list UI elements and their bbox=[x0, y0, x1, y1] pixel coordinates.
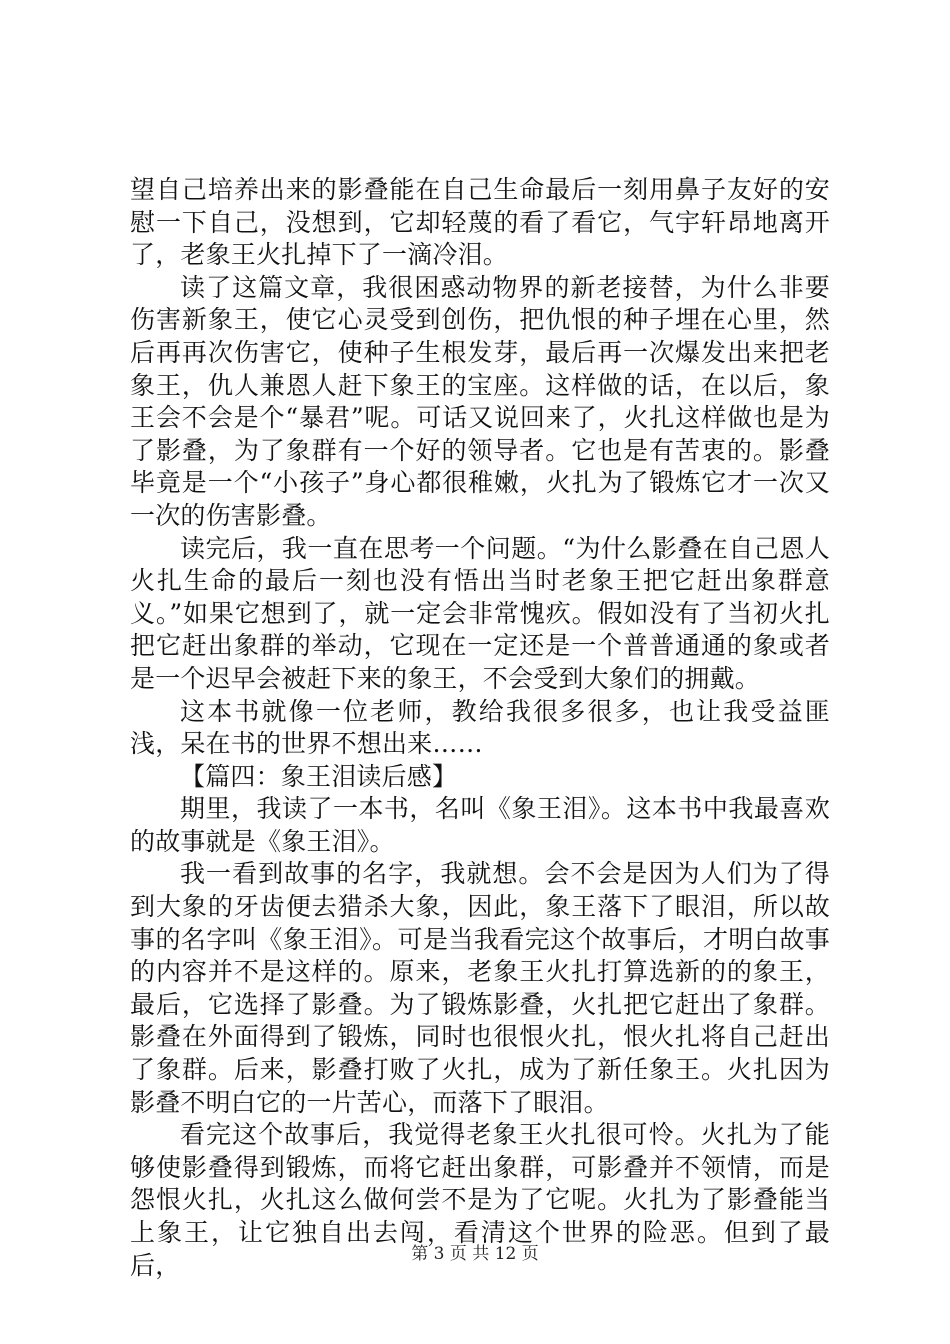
paragraph-2: 读了这篇文章，我很困惑动物界的新老接替，为什么非要伤害新象王，使它心灵受到创伤，把仇恨的种子埋在心里，然后再再次伤害它，使种子生根发芽，最后再一次爆发出来把老象王，仇人兼恩人赶下象王的宝座。这样做的话，在以后，象王会不会是个“暴君”呢。可话又说回来了，火扎这样做也是为了影叠，为了象群有一个好的领导者。它也是有苦衷的。影叠毕竟是一个“小孩子”身心都很稚嫩，火扎为了锻炼它才一次又一次的伤害影叠。 bbox=[130, 272, 830, 530]
page-number-footer: 第 3 页 共 12 页 bbox=[411, 1244, 539, 1264]
section-heading: 【篇四：象王泪读后感】 bbox=[180, 761, 458, 791]
paragraph-6: 我一看到故事的名字，我就想。会不会是因为人们为了得到大象的牙齿便去猎杀大象，因此，象王落下了眼泪，所以故事的名字叫《象王泪》。可是当我看完这个故事后，才明白故事的内容并不是这样的。原来，老象王火扎打算选新的的象王，最后，它选择了影叠。为了锻炼影叠，火扎把它赶出了象群。影叠在外面得到了锻炼，同时也很恨火扎，恨火扎将自己赶出了象群。后来，影叠打败了火扎，成为了新任象王。火扎因为影叠不明白它的一片苦心，而落下了眼泪。 bbox=[130, 859, 830, 1117]
paragraph-7: 看完这个故事后，我觉得老象王火扎很可怜。火扎为了能够使影叠得到锻炼，而将它赶出象群，可影叠并不领情，而是怨恨火扎，火扎这么做何尝不是为了它呢。火扎为了影叠能当上象王，让它独自出去闯，看清这个世界的险恶。但到了最后， bbox=[130, 1120, 830, 1280]
paragraph-4: 这本书就像一位老师，教给我很多很多，也让我受益匪浅，呆在书的世界不想出来…… bbox=[130, 696, 830, 759]
paragraph-3: 读完后，我一直在思考一个问题。“为什么影叠在自己恩人火扎生命的最后一刻也没有悟出当时老象王把它赶出象群意义。”如果它想到了，就一定会非常愧疚。假如没有了当初火扎把它赶出象群的举动，它现在一定还是一个普普通通的象或者是一个迟早会被赶下来的象王，不会受到大象们的拥戴。 bbox=[130, 533, 830, 693]
document-body bbox=[130, 174, 830, 1282]
paragraph-5: 期里，我读了一本书，名叫《象王泪》。这本书中我最喜欢的故事就是《象王泪》。 bbox=[130, 794, 830, 856]
paragraph-1: 望自己培养出来的影叠能在自己生命最后一刻用鼻子友好的安慰一下自己，没想到，它却轻蔑的看了看它，气宇轩昂地离开了，老象王火扎掉下了一滴冷泪。 bbox=[130, 175, 830, 270]
